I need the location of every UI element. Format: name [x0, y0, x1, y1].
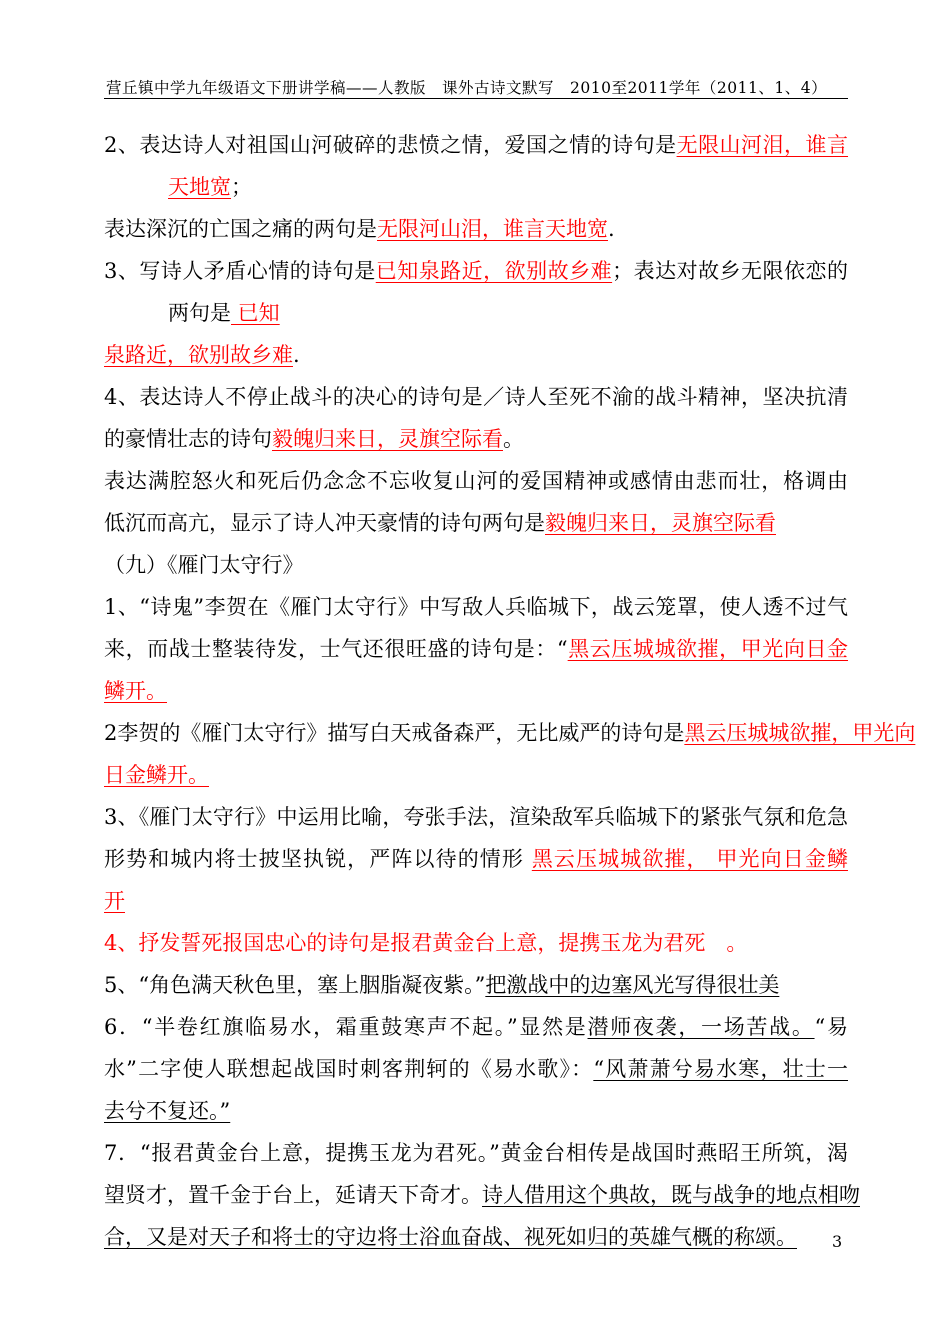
text-line — [104, 334, 848, 376]
text-line — [104, 796, 848, 838]
answer-text: 已知泉路近，欲别故乡难 — [375, 259, 613, 283]
question-text: 6．“半卷红旗临易水，霜重鼓寒声不起。”显然是 — [104, 1015, 588, 1039]
text-line — [104, 124, 848, 166]
question-text: 5、“角色满天秋色里，塞上胭脂凝夜紫。” — [104, 973, 486, 997]
text-line — [104, 418, 848, 460]
answer-text: 开 — [104, 889, 125, 913]
question-text: 表达深沉的亡国之痛的两句是 — [104, 217, 377, 241]
question-text: 2、表达诗人对祖国山河破碎的悲愤之情，爱国之情的诗句是 — [104, 133, 677, 157]
question-text: 表达满腔怒火和死后仍念念不忘收复山河的爱国精神或感情由悲而壮，格调由 — [104, 469, 848, 493]
text-line — [104, 1006, 848, 1048]
text-line — [104, 838, 848, 880]
answer-text: 已知 — [231, 301, 280, 325]
answer-text: 黑云压城城欲摧，甲光向 — [684, 721, 916, 745]
text-line — [104, 670, 848, 712]
question-text: 1、“诗鬼”李贺在《雁门太守行》中写敌人兵临城下，战云笼罩，使人透不过气 — [104, 595, 848, 619]
header-text: 营丘镇中学九年级语文下册讲学稿——人教版 课外古诗文默写 2010至2011学年（2011、1、4） — [106, 79, 828, 97]
text-line — [104, 754, 848, 796]
question-text: 水”二字使人联想起战国时刺客荆轲的《易水歌》： — [104, 1057, 594, 1081]
answer-text: 鳞开。 — [104, 679, 167, 703]
answer-text: 无限河山泪，谁言天地宽 — [377, 217, 608, 241]
question-text: “易 — [814, 1015, 848, 1039]
question-text: ； — [231, 175, 252, 199]
question-text: 两句是 — [168, 301, 231, 325]
text-line — [104, 376, 848, 418]
question-text: 3、《雁门太守行》中运用比喻，夸张手法，渲染敌军兵临城下的紧张气氛和危急 — [104, 805, 848, 829]
underlined-text: 把激战中的边塞风光写得很壮美 — [485, 973, 780, 997]
underlined-text: 合，又是对天子和将士的守边将士浴血奋战、视死如归的英雄气概的称颂。 — [104, 1225, 797, 1249]
text-line — [104, 922, 848, 964]
question-text: 来，而战士整装待发，士气还很旺盛的诗句是：“ — [104, 637, 568, 661]
underlined-text: 潜师夜袭，一场苦战。 — [587, 1015, 815, 1039]
question-text: 低沉而高亢，显示了诗人冲天豪情的诗句两句是 — [104, 511, 545, 535]
text-line — [104, 964, 848, 1006]
text-line — [104, 628, 848, 670]
question-text: 。 — [503, 427, 524, 451]
text-line — [104, 1174, 860, 1216]
page-number: 3 — [832, 1232, 843, 1251]
answer-text: 4、抒发誓死报国忠心的诗句是报君黄金台上意，提携玉龙为君死 。 — [104, 931, 748, 955]
question-text: 3、写诗人矛盾心情的诗句是 — [104, 259, 376, 283]
text-line — [104, 166, 848, 208]
question-text: . — [608, 217, 615, 241]
underlined-text: “风萧萧兮易水寒，壮士一 — [593, 1057, 848, 1081]
text-line — [104, 880, 848, 922]
answer-text: 黑云压城城欲摧， 甲光向日金鳞 — [531, 847, 848, 871]
question-text: 的豪情壮志的诗句 — [104, 427, 272, 451]
text-line — [104, 712, 916, 754]
text-line — [104, 1216, 848, 1258]
text-line — [104, 250, 848, 292]
underlined-text: 去兮不复还。” — [104, 1099, 231, 1123]
text-line — [104, 460, 848, 502]
question-text: 2李贺的《雁门太守行》描写白天戒备森严，无比威严的诗句是 — [104, 721, 685, 745]
text-line — [104, 1090, 848, 1132]
text-line — [104, 1048, 848, 1090]
answer-text: 泉路近，欲别故乡难 — [104, 343, 293, 367]
text-line — [104, 544, 848, 586]
answer-text: 无限山河泪，谁言 — [676, 133, 849, 157]
page-header — [104, 76, 848, 99]
question-text: 望贤才，置千金于台上，延请天下奇才。 — [104, 1183, 482, 1207]
question-text: （九）《雁门太守行》 — [104, 553, 304, 577]
text-line — [104, 586, 848, 628]
underlined-text: 诗人借用这个典故，既与战争的地点相吻 — [482, 1183, 860, 1207]
question-text: 形势和城内将士披坚执锐，严阵以待的情形 — [104, 847, 532, 871]
text-line — [104, 1132, 848, 1174]
text-line — [104, 502, 848, 544]
answer-text: 毅魄归来日，灵旗空际看 — [545, 511, 776, 535]
document-body — [104, 124, 916, 1258]
answer-text: 日金鳞开。 — [104, 763, 209, 787]
question-text: . — [293, 343, 300, 367]
question-text: 4、表达诗人不停止战斗的决心的诗句是／诗人至死不渝的战斗精神，坚决抗清 — [104, 385, 848, 409]
text-line — [104, 208, 848, 250]
text-line — [104, 292, 848, 334]
question-text: 7．“报君黄金台上意，提携玉龙为君死。”黄金台相传是战国时燕昭王所筑，渴 — [104, 1141, 848, 1165]
question-text: ；表达对故乡无限依恋的 — [612, 259, 848, 283]
answer-text: 黑云压城城欲摧，甲光向日金 — [567, 637, 849, 661]
answer-text: 天地宽 — [168, 175, 231, 199]
answer-text: 毅魄归来日，灵旗空际看 — [272, 427, 503, 451]
